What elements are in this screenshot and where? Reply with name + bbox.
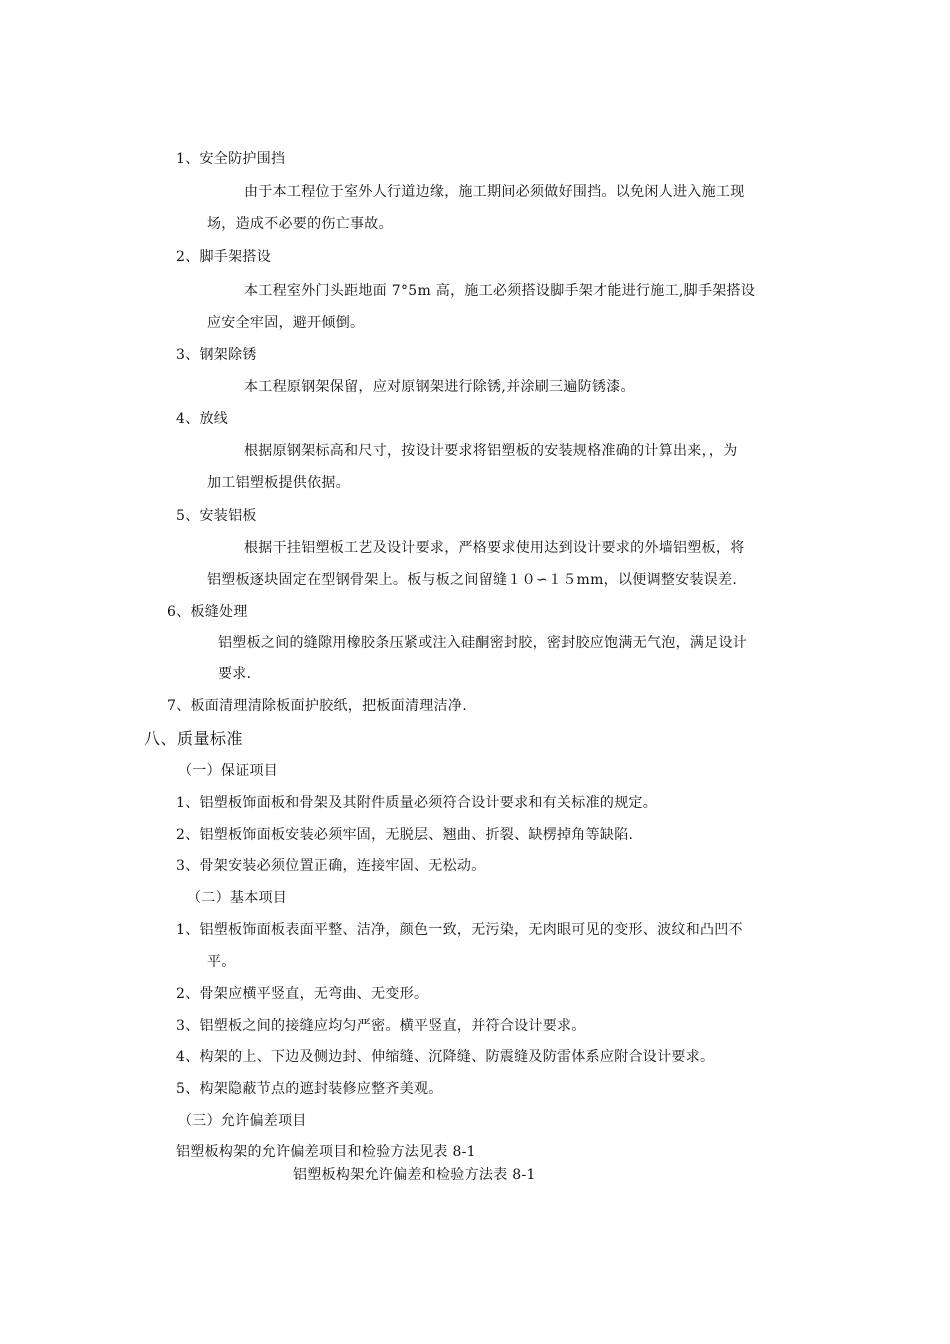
item-heading-2: 2、脚手架搭设 — [176, 249, 272, 265]
item-heading-1: 1、安全防护围挡 — [176, 151, 286, 167]
item-heading-6: 6、板缝处理 — [167, 604, 248, 620]
basic-item-1-line1: 1、铝塑板饰面板表面平整、洁净，颜色一致，无污染，无肉眼可见的变形、波纹和凸凹不 — [176, 922, 743, 938]
item-body-4-line2: 加工铝塑板提供依据。 — [207, 475, 350, 491]
item-body-1-line1: 由于本工程位于室外人行道边缘，施工期间必须做好围挡。以免闲人进入施工现 — [244, 184, 745, 200]
item-body-2-line2: 应安全牢固，避开倾倒。 — [207, 315, 365, 331]
basic-item-1-line2: 平。 — [207, 954, 236, 970]
item-body-6-line2: 要求. — [218, 666, 252, 682]
tolerance-title: （三）允许偏差项目 — [178, 1113, 307, 1129]
basic-item-2: 2、骨架应横平竖直，无弯曲、无变形。 — [176, 986, 429, 1002]
guarantee-title: （一）保证项目 — [178, 763, 279, 779]
item-body-5-line2: 铝塑板逐块固定在型钢骨架上。板与板之间留缝１０∽１５mm，以便调整安装误差. — [207, 572, 738, 588]
basic-item-4: 4、构架的上、下边及侧边封、伸缩缝、沉降缝、防震缝及防雷体系应附合设计要求。 — [176, 1049, 715, 1065]
item-body-4-line1: 根据原钢架标高和尺寸，按设计要求将铝塑板的安装规格准确的计算出来，，为 — [244, 443, 738, 459]
guarantee-item-3: 3、骨架安装必须位置正确，连接牢固、无松动。 — [176, 858, 486, 874]
item-heading-3: 3、钢架除锈 — [176, 347, 257, 363]
item-heading-7: 7、板面清理清除板面护胶纸，把板面清理洁净. — [167, 698, 467, 714]
guarantee-item-1: 1、铝塑板饰面板和骨架及其附件质量必须符合设计要求和有关标准的规定。 — [176, 795, 658, 811]
basic-title: （二）基本项目 — [187, 890, 288, 906]
item-body-1-line2: 场，造成不必要的伤亡事故。 — [207, 216, 393, 232]
tolerance-intro: 铝塑板构架的允许偏差项目和检验方法见表 8-1 — [176, 1144, 476, 1160]
basic-item-5: 5、构架隐蔽节点的遮封装修应整齐美观。 — [176, 1081, 443, 1097]
basic-item-3: 3、铝塑板之间的接缝应均匀严密。横平竖直，并符合设计要求。 — [176, 1018, 586, 1034]
section-8-title: 八、质量标准 — [144, 729, 244, 748]
item-body-5-line1: 根据干挂铝塑板工艺及设计要求，严格要求使用达到设计要求的外墙铝塑板，将 — [244, 540, 745, 556]
item-body-2-line1: 本工程室外门头距地面 7°5m 高，施工必须搭设脚手架才能进行施工,脚手架搭设 — [244, 283, 756, 299]
item-body-3-line1: 本工程原钢架保留，应对原钢架进行除锈,并涂刷三遍防锈漆。 — [244, 379, 635, 395]
table-caption: 铝塑板构架允许偏差和检验方法表 8-1 — [293, 1167, 536, 1183]
item-heading-5: 5、安装铝板 — [176, 508, 257, 524]
guarantee-item-2: 2、铝塑板饰面板安装必须牢固，无脱层、翘曲、折裂、缺楞掉角等缺陷. — [176, 827, 634, 843]
item-body-6-line1: 铝塑板之间的缝隙用橡胶条压紧或注入硅酮密封胶，密封胶应饱满无气泡，满足设计 — [218, 635, 748, 651]
item-heading-4: 4、放线 — [176, 411, 229, 427]
